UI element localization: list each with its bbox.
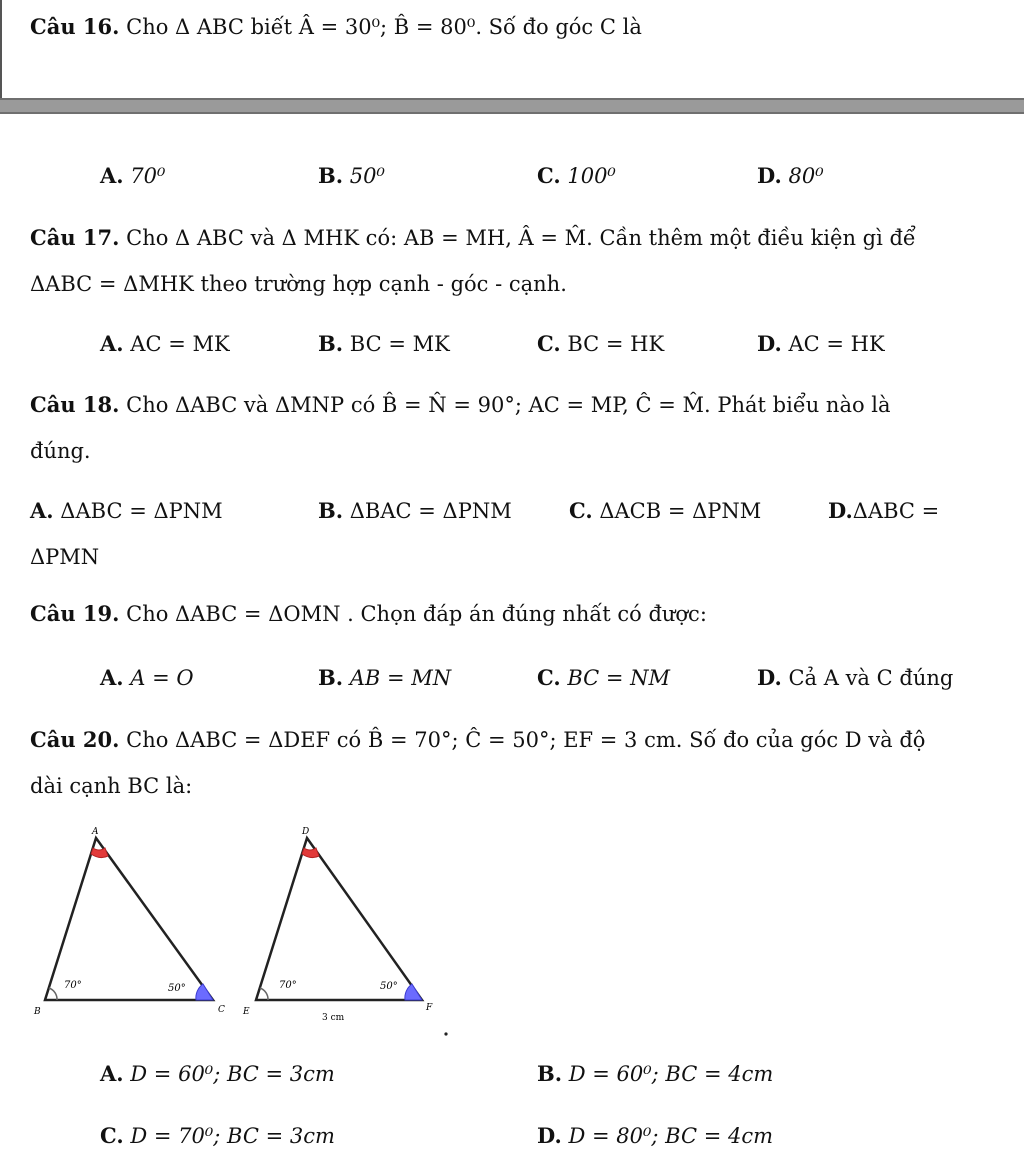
q17-option-a[interactable]	[100, 330, 230, 358]
q20-option-a[interactable]	[100, 1060, 335, 1088]
option-text: AC = HK	[788, 332, 885, 356]
label-a: A	[92, 827, 99, 837]
label-b: B	[34, 1007, 41, 1017]
question-18-line1: Cho ΔABC và ΔMNP có B̂ = N̂ = 90°; AC = MP, Ĉ = M̂. Phát biểu nào là	[126, 393, 891, 417]
question-20-line1: Cho ΔABC = ΔDEF có B̂ = 70°; Ĉ = 50°; EF = 3 cm. Số đo của góc D và độ	[126, 728, 926, 752]
question-17-line2: ΔABC = ΔMHK theo trường hợp cạnh - góc - cạnh.	[30, 272, 567, 296]
option-text: BC = NM	[567, 666, 671, 690]
option-text: BC = MK	[349, 332, 450, 356]
q16-option-b[interactable]	[318, 162, 385, 190]
option-letter: A.	[30, 498, 54, 523]
angle-f-marker	[405, 984, 422, 1000]
option-letter: D.	[757, 331, 782, 356]
option-letter: D.	[828, 498, 853, 523]
label-e: E	[243, 1007, 250, 1017]
option-text: ΔACB = ΔPNM	[599, 499, 762, 523]
option-text: ΔABC =	[852, 499, 940, 523]
question-19-number: Câu 19.	[30, 601, 120, 626]
q17-option-d[interactable]	[757, 330, 885, 358]
option-letter: A.	[100, 331, 124, 356]
q18-option-d[interactable]	[828, 497, 939, 525]
q17-option-b[interactable]	[318, 330, 450, 358]
option-text: D = 60⁰; BC = 4cm	[568, 1062, 774, 1086]
question-19	[30, 600, 707, 628]
q19-option-c[interactable]	[537, 664, 670, 692]
option-letter: D.	[757, 163, 782, 188]
q19-option-a[interactable]	[100, 664, 194, 692]
question-19-text: Cho ΔABC = ΔOMN . Chọn đáp án đúng nhất có được:	[126, 602, 707, 626]
option-letter: A.	[100, 163, 124, 188]
base-ef-length: 3 cm	[322, 1013, 345, 1023]
option-text: 80⁰	[788, 164, 824, 188]
q20-option-d[interactable]	[537, 1122, 773, 1150]
option-letter: A.	[100, 665, 124, 690]
option-text: 50⁰	[349, 164, 385, 188]
question-17-line1: Cho Δ ABC và Δ MHK có: AB = MH, Â = M̂. Cần thêm một điều kiện gì để	[126, 226, 916, 250]
option-letter: C.	[537, 665, 561, 690]
page-divider	[0, 98, 1024, 114]
option-text: AC = MK	[130, 332, 230, 356]
question-20	[30, 726, 925, 754]
triangle-def	[256, 838, 422, 1000]
option-letter: C.	[537, 331, 561, 356]
angle-b-value: 70°	[64, 980, 82, 991]
question-20-number: Câu 20.	[30, 727, 120, 752]
q18-option-c[interactable]	[569, 497, 761, 525]
option-letter: B.	[318, 163, 344, 188]
option-text: D = 60⁰; BC = 3cm	[130, 1062, 335, 1086]
angle-c-marker	[196, 984, 213, 1000]
question-17	[30, 224, 916, 252]
q17-option-c[interactable]	[537, 330, 664, 358]
angle-e-value: 70°	[279, 980, 297, 991]
question-16-text: Cho Δ ABC biết Â = 30⁰; B̂ = 80⁰. Số đo góc C là	[126, 15, 642, 39]
option-letter: A.	[100, 1061, 124, 1086]
option-text: AB = MN	[349, 666, 452, 690]
question-17-number: Câu 17.	[30, 225, 120, 250]
q20-option-c[interactable]	[100, 1122, 335, 1150]
question-16	[30, 13, 642, 41]
option-letter: C.	[569, 498, 593, 523]
q19-option-d[interactable]	[757, 664, 953, 692]
option-text: 70⁰	[130, 164, 166, 188]
label-c: C	[218, 1005, 225, 1015]
angle-b-marker	[49, 988, 57, 1000]
question-18	[30, 391, 891, 419]
q18-option-a[interactable]	[30, 497, 223, 525]
option-letter: B.	[318, 498, 344, 523]
option-letter: B.	[318, 331, 344, 356]
option-letter: D.	[537, 1123, 562, 1148]
option-text: A = O	[130, 666, 194, 690]
option-text: BC = HK	[567, 332, 665, 356]
label-d: D	[302, 827, 310, 837]
option-text: D = 70⁰; BC = 3cm	[130, 1124, 335, 1148]
angle-d-marker	[302, 848, 319, 858]
option-text: 100⁰	[567, 164, 616, 188]
question-20-line2: dài cạnh BC là:	[30, 774, 193, 798]
q16-option-a[interactable]	[100, 162, 165, 190]
question-18-line2: đúng.	[30, 439, 91, 463]
stray-dot	[444, 1032, 447, 1035]
triangle-abc	[45, 838, 213, 1000]
option-letter: C.	[537, 163, 561, 188]
option-letter: C.	[100, 1123, 124, 1148]
option-letter: B.	[537, 1061, 563, 1086]
q18-option-b[interactable]	[318, 497, 512, 525]
q20-option-b[interactable]	[537, 1060, 773, 1088]
option-letter: B.	[318, 665, 344, 690]
triangles-figure	[0, 820, 470, 1040]
label-f: F	[426, 1003, 433, 1013]
angle-a-marker	[91, 848, 108, 858]
option-text: ΔBAC = ΔPNM	[349, 499, 512, 523]
page-left-border	[0, 0, 2, 100]
question-16-number: Câu 16.	[30, 14, 120, 39]
option-letter: D.	[757, 665, 782, 690]
angle-e-marker	[260, 988, 268, 1000]
angle-f-value: 50°	[380, 981, 398, 992]
q19-option-b[interactable]	[318, 664, 451, 692]
question-18-number: Câu 18.	[30, 392, 120, 417]
q16-option-c[interactable]	[537, 162, 616, 190]
q18-option-d-wrap: ΔPMN	[30, 545, 100, 569]
option-text: D = 80⁰; BC = 4cm	[568, 1124, 774, 1148]
q16-option-d[interactable]	[757, 162, 824, 190]
option-text: Cả A và C đúng	[788, 666, 954, 690]
option-text: ΔABC = ΔPNM	[60, 499, 223, 523]
angle-c-value: 50°	[168, 983, 186, 994]
